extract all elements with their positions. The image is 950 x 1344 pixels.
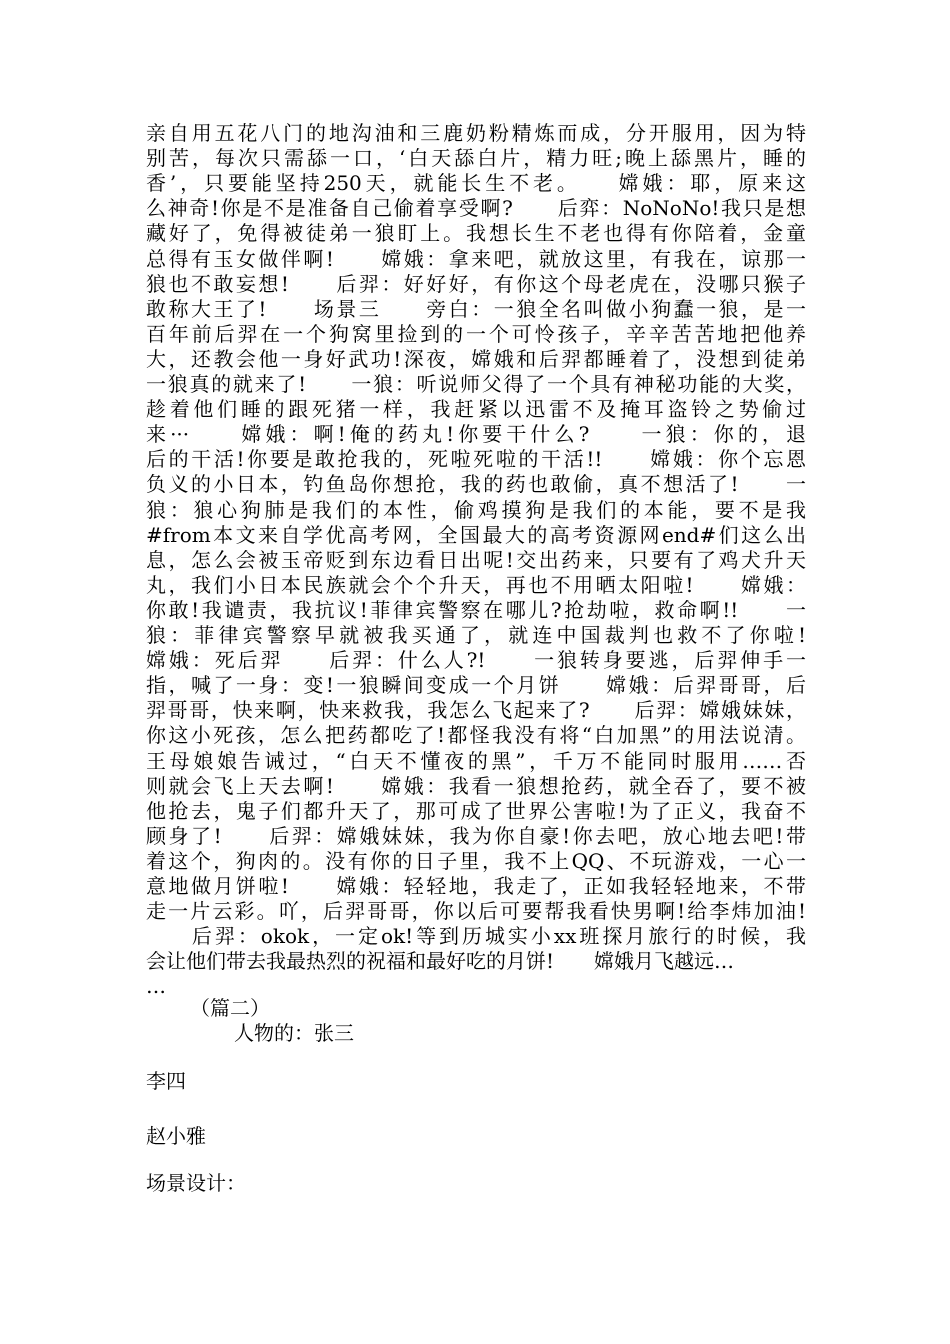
section-title: （篇二）	[190, 996, 270, 1020]
body-text-line: 总得有玉女做伴啊! 嫦娥：拿来吧，就放这里，有我在，谅那一	[146, 247, 806, 271]
body-text-line: 会让他们带去我最热烈的祝福和最好吃的月饼! 嫦娥月飞越远…	[146, 949, 735, 973]
body-text-line: 意地做月饼啦! 嫦娥：轻轻地，我走了，正如我轻轻地来，不带	[146, 874, 806, 898]
body-text-line: 嫦娥：死后羿 后羿：什么人?! 一狼转身要逃，后羿伸手一	[146, 648, 806, 672]
character-name: 李四	[146, 1069, 186, 1093]
body-text-line: 走一片云彩。吖，后羿哥哥，你以后可要帮我看快男啊!给李炜加油!	[146, 899, 806, 923]
body-text-line: 大，还教会他一身好武功!深夜，嫦娥和后羿都睡着了，没想到徒弟	[146, 347, 806, 371]
body-text-line: 丸，我们小日本民族就会个个升天，再也不用晒太阳啦! 嫦娥：	[146, 573, 806, 597]
body-text-line: 息，怎么会被玉帝贬到东边看日出呢!交出药来，只要有了鸡犬升天	[146, 548, 806, 572]
body-text-line: …	[146, 974, 166, 998]
body-text-line: 一狼真的就来了! 一狼：听说师父得了一个具有神秘功能的大奖，	[146, 372, 806, 396]
body-text-line: #from本文来自学优高考网，全国最大的高考资源网end#们这么出	[146, 523, 806, 547]
body-text-line: 亲自用五花八门的地沟油和三鹿奶粉精炼而成，分开服用，因为特	[146, 121, 806, 145]
body-text-line: 你这小死孩，怎么把药都吃了!都怪我没有将“白加黑”的用法说清。	[146, 723, 806, 747]
body-text-line: 香’，只要能坚持250天，就能长生不老。 嫦娥：耶，原来这	[146, 171, 806, 195]
body-text-line: 羿哥哥，快来啊，快来救我，我怎么飞起来了? 后羿：嫦娥妹妹，	[146, 698, 806, 722]
body-text-line: 指，喊了一身：变!一狼瞬间变成一个月饼 嫦娥：后羿哥哥，后	[146, 673, 806, 697]
body-text-line: 后的干活!你要是敢抢我的，死啦死啦的干活!! 嫦娥：你个忘恩	[146, 447, 806, 471]
body-text-line: 他抢去，鬼子们都升天了，那可成了世界公害啦!为了正义，我奋不	[146, 799, 806, 823]
body-text-line: 你敢!我谴责，我抗议!菲律宾警察在哪儿?抢劫啦，救命啊!! 一	[146, 598, 806, 622]
body-text-line: 狼：菲律宾警察早就被我买通了，就连中国裁判也救不了你啦!	[146, 623, 806, 647]
body-text-line: 顾身了! 后羿：嫦娥妹妹，我为你自豪!你去吧，放心地去吧!带	[146, 824, 806, 848]
body-text-line: 着这个，狗肉的。没有你的日子里，我不上QQ、不玩游戏，一心一	[146, 849, 806, 873]
scene-design-label: 场景设计：	[146, 1171, 246, 1195]
body-text-line: 藏好了，免得被徒弟一狼盯上。我想长生不老也得有你陪着，金童	[146, 221, 806, 245]
character-name: 赵小雅	[146, 1124, 206, 1148]
body-text-line: 敢称大王了! 场景三 旁白：一狼全名叫做小狗蠢一狼，是一	[146, 297, 806, 321]
body-text-line: 狼：狼心狗肺是我们的本性，偷鸡摸狗是我们的本能，要不是我	[146, 498, 806, 522]
body-text-line: 么神奇!你是不是准备自己偷着享受啊? 后弈：NoNoNo!我只是想	[146, 196, 806, 220]
body-text-line: 百年前后羿在一个狗窝里捡到的一个可怜孩子，辛辛苦苦地把他养	[146, 322, 806, 346]
body-text-line: 来··· 嫦娥：啊!俺的药丸!你要干什么? 一狼：你的，退	[146, 422, 806, 446]
body-text-line: 负义的小日本，钓鱼岛你想抢，我的药也敢偷，真不想活了! 一	[146, 472, 806, 496]
characters-label: 人物的：张三	[234, 1021, 354, 1045]
body-text-line: 王母娘娘告诫过，“白天不懂夜的黑”，千万不能同时服用……否	[146, 749, 806, 773]
body-text-line: 则就会飞上天去啊! 嫦娥：我看一狼想抢药，就全吞了，要不被	[146, 774, 806, 798]
body-text-line: 狼也不敢妄想! 后羿：好好好，有你这个母老虎在，没哪只猴子	[146, 272, 806, 296]
body-text-line: 别苦，每次只需舔一口，‘白天舔白片，精力旺;晚上舔黑片，睡的	[146, 146, 806, 170]
body-text-line: 后羿：okok，一定ok!等到历城实小xx班探月旅行的时候，我	[146, 924, 806, 948]
body-text-line: 趁着他们睡的跟死猪一样，我赶紧以迅雷不及掩耳盗铃之势偷过	[146, 397, 806, 421]
